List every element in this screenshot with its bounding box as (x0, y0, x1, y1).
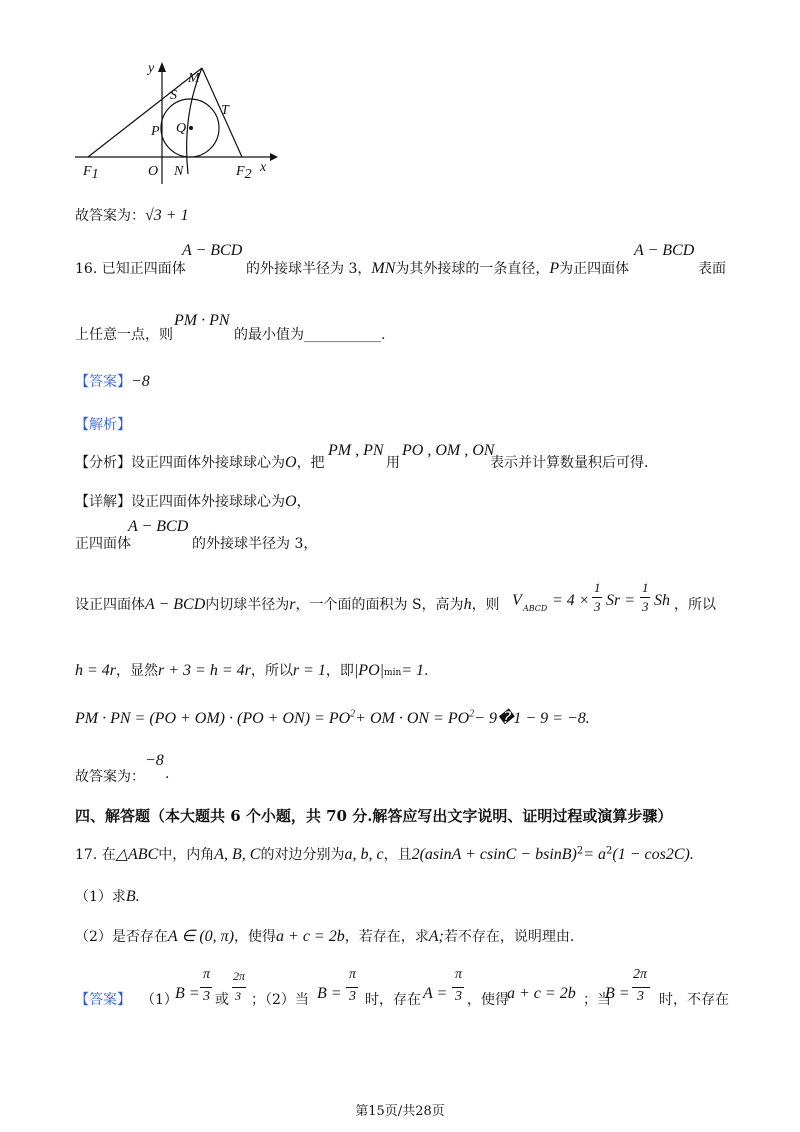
frac-bar (346, 987, 358, 988)
detail-text: ， (296, 494, 311, 510)
detail-text: ，所以 (250, 663, 293, 679)
detail-text: . (424, 663, 429, 679)
eq-part: − 9�1 − 9 = −8 (474, 710, 586, 727)
answer-tag: 【答案】 (75, 374, 131, 390)
frac1-bar (592, 597, 602, 598)
label-m: M (188, 71, 200, 86)
volume-subscript: ABCD (523, 604, 548, 613)
detail-text: ，显然 (116, 663, 159, 679)
point-q (189, 126, 193, 130)
answer-eq: a + c = 2b (507, 985, 576, 1002)
detail-text: ，所以 (674, 597, 716, 613)
q17-equation: 2(asinA + csinC − bsinB) (411, 846, 577, 863)
fenxi-o: O (285, 454, 297, 471)
q16-solid-2: A − BCD (634, 242, 695, 259)
q17-text: 的对边分别为 (260, 847, 345, 863)
frac-num: π (455, 967, 463, 982)
answer-text: ，使得 (467, 992, 509, 1008)
label-x: x (260, 160, 267, 175)
q17-text: ，且 (383, 847, 412, 863)
q16-text: 上任意一点，则 (75, 327, 173, 343)
q15-answer-value: √3 + 1 (145, 207, 189, 224)
part-text: （1）求 (75, 889, 126, 905)
label-q: Q (176, 121, 187, 136)
label-o: O (148, 164, 159, 179)
q16-line2b: 的最小值为___________. (234, 327, 386, 343)
answer-b: B = (605, 985, 630, 1002)
q16-text: 为其外接球的一条直径， (395, 261, 550, 277)
frac-den: 3 (455, 989, 462, 1004)
volume-eq1: = 4 × (552, 592, 590, 609)
volume-eq3: Sh (654, 592, 670, 609)
q16-tail: 表面 (698, 261, 726, 277)
answer-text: （1） (141, 992, 178, 1008)
q16-mn: MN (371, 260, 396, 277)
q16-line2 (75, 324, 173, 344)
q17-triangle: △ABC (115, 846, 159, 863)
frac-num: 2π (233, 969, 246, 983)
q17-answer (75, 965, 755, 1010)
detail-h: h (463, 596, 472, 613)
part-a-range: A ∈ (0, π) (167, 928, 235, 945)
detail-text: ，即 (325, 663, 354, 679)
q16-line1b (246, 258, 629, 278)
line-f1-m (88, 68, 202, 157)
answer-b: B = (175, 985, 200, 1002)
jiexi-tag: 【解析】 (75, 417, 131, 433)
q16-number: 16. (75, 261, 98, 277)
detail-line3 (75, 594, 500, 614)
q16-dot-expr: PM · PN (174, 312, 230, 329)
label-t: T (221, 103, 229, 118)
eq-h: h = 4r (75, 662, 117, 679)
frac-den: 3 (349, 989, 356, 1004)
q16-p: P (549, 260, 560, 277)
q16-answer-value: −8 (131, 373, 150, 390)
min-subscript: min (384, 668, 402, 678)
page-footer: 第15页/共28页 (355, 1104, 445, 1119)
q17-equation: (1 − cos2C). (612, 846, 694, 863)
q17-sides: a, b, c (344, 846, 384, 863)
frac-num: 2π (633, 967, 648, 982)
detail-solid-inline: A − BCD (145, 596, 206, 613)
eq-end: . (585, 710, 590, 727)
frac-den: 3 (637, 989, 644, 1004)
frac1-num: 1 (594, 580, 601, 595)
q17-part1 (75, 886, 140, 906)
q17-line1 (75, 844, 694, 864)
detail-solid: A − BCD (128, 518, 189, 535)
detail-tag: 【详解】 (75, 494, 131, 510)
detail-o: O (285, 493, 297, 510)
detail-line4 (75, 660, 429, 680)
answer-text: ；当 (583, 992, 611, 1008)
eq-sup: 2 (469, 708, 475, 720)
detail-line6: 故答案为： (75, 769, 145, 785)
eq-po-val: = 1 (401, 662, 425, 679)
fenxi-text: 设正四面体外接球球心为 (131, 455, 285, 471)
answer-a: A = (423, 985, 448, 1002)
frac1-den: 3 (594, 599, 601, 614)
detail-line2b: 的外接球半径为 3， (192, 536, 318, 552)
q17-equation: = a (583, 846, 607, 863)
fenxi-vectors-2: PO , OM , ON (402, 442, 495, 459)
q16-solid-1: A − BCD (182, 242, 243, 259)
q16-text: 的外接球半径为 3， (246, 261, 372, 277)
frac2-den: 3 (642, 599, 649, 614)
q16-text: 已知正四面体 (101, 261, 186, 277)
q17-part2 (75, 926, 574, 946)
q17-angles: A, B, C (214, 846, 261, 863)
frac-den: 3 (203, 989, 210, 1004)
detail-line1 (75, 491, 311, 511)
part-text: （2）是否存在 (75, 929, 168, 945)
q16-line1 (75, 258, 186, 278)
fenxi-vectors-1: PM , PN (328, 442, 384, 459)
detail-line5 (75, 708, 590, 728)
frac-bar (232, 987, 246, 988)
detail-text: 设正四面体 (75, 597, 145, 613)
eq-part: PM · PN = (PO + OM) · (PO + ON) = PO (75, 710, 351, 727)
detail-line6-end: . (165, 766, 170, 782)
q16-text: 为正四面体 (559, 261, 630, 277)
q16-answer (75, 371, 150, 391)
part-a: A; (428, 928, 444, 945)
detail-text: ，则 (471, 597, 500, 613)
q15-answer-prefix: 故答案为： (75, 208, 145, 224)
eq-sup: 2 (576, 845, 584, 857)
part-text: ，若存在，求 (344, 929, 429, 945)
y-axis-arrow (158, 62, 166, 72)
detail-line6-value: −8 (145, 752, 164, 769)
answer-text: ；（2）当 (251, 992, 309, 1008)
q17-text: 中，内角 (158, 847, 215, 863)
x-axis-arrow (270, 153, 278, 161)
eq-r1: r = 1 (292, 662, 326, 679)
q16-fenxi (75, 452, 325, 472)
detail-text: ，一个面的面积为 S，高为 (295, 597, 464, 613)
detail-text: 内切球半径为 (205, 597, 290, 613)
q17-number: 17. (75, 847, 98, 863)
frac-bar (200, 987, 212, 988)
fenxi-text-end: 表示并计算数量积后可得. (490, 455, 649, 471)
eq-sup: 2 (350, 708, 356, 720)
frac2-bar (640, 597, 650, 598)
part-text: ，使得 (234, 929, 277, 945)
label-y: y (148, 61, 155, 76)
fenxi-text: ，把 (296, 455, 325, 471)
fenxi-tag: 【分析】 (75, 455, 131, 471)
frac-bar (632, 987, 650, 988)
fenxi-text-use: 用 (386, 455, 400, 471)
section-heading: 四、解答题（本大题共 6 个小题，共 70 分.解答应写出文字说明、证明过程或演算步骤） (75, 807, 673, 825)
answer-text: 时，不存在 (659, 992, 729, 1008)
frac-den: 3 (235, 989, 241, 1003)
frac-num: π (203, 967, 211, 982)
detail-line2: 正四面体 (75, 536, 131, 552)
q15-answer (75, 205, 189, 225)
label-p: P (151, 124, 160, 139)
answer-text: 时，存在 (365, 992, 421, 1008)
geometry-figure (70, 56, 290, 186)
label-f1: F1 (83, 164, 99, 182)
eq-part: + OM · ON = PO (355, 710, 470, 727)
part-condition: a + c = 2b (276, 928, 345, 945)
detail-text: 设正四面体外接球球心为 (131, 494, 285, 510)
detail-r: r (289, 596, 296, 613)
frac-num: π (349, 967, 357, 982)
label-s: S (170, 88, 177, 103)
part-text: 若不存在，说明理由. (443, 929, 575, 945)
frac2-num: 1 (642, 580, 649, 595)
eq-po: |PO| (353, 662, 385, 679)
eq-r: r + 3 = h = 4r (158, 662, 251, 679)
volume-v: V (512, 592, 522, 609)
q17-text: 在 (101, 847, 116, 863)
label-n: N (174, 164, 184, 179)
answer-tag: 【答案】 (75, 992, 131, 1008)
volume-eq2: Sr = (606, 592, 636, 609)
frac-bar (452, 987, 464, 988)
label-f2: F2 (236, 164, 252, 182)
answer-text: 或 (215, 992, 229, 1008)
answer-b: B = (317, 985, 342, 1002)
eq-sup: 2 (606, 845, 613, 857)
part-b: B. (125, 888, 140, 905)
